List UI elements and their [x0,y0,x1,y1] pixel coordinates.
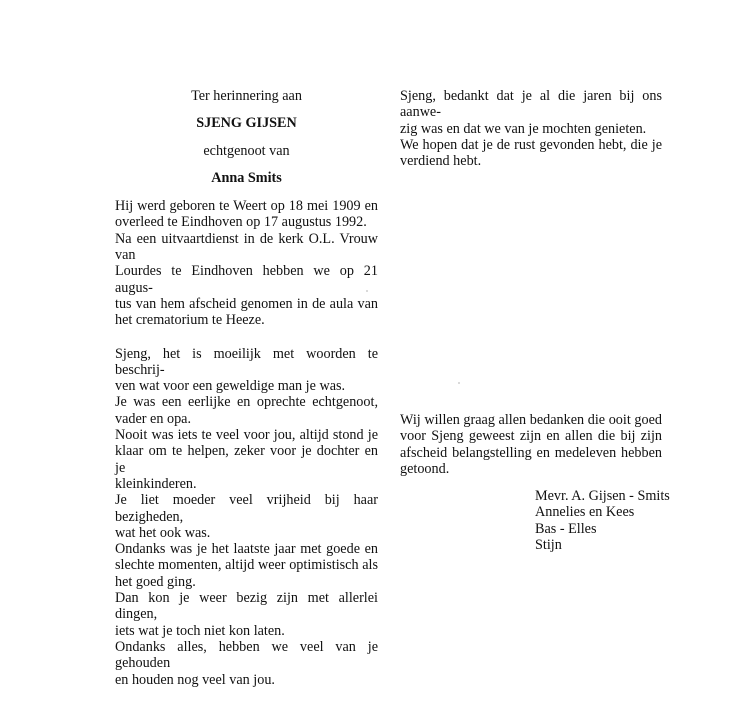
partner-name: Anna Smits [211,169,282,186]
tribute-line: kleinkinderen. [115,475,197,492]
tribute-line: Nooit was iets te veel voor jou, altijd stond je [115,427,378,444]
tribute-line: iets wat je toch niet kon laten. [115,622,285,639]
gratitude-line: We hopen dat je de rust gevonden hebt, die je [400,136,662,153]
biography-line: Na een uitvaartdienst in de kerk O.L. Vrouw van [115,230,378,264]
biography-paragraph [115,198,378,328]
tribute-line: het goed ging. [115,573,196,590]
signers-list [535,488,670,553]
tribute-line: en houden nog veel van jou. [115,671,275,688]
print-speck [458,382,460,384]
tribute-line: wat het ook was. [115,524,211,541]
deceased-name: SJENG GIJSEN [196,115,297,132]
tribute-line: ven wat voor een geweldige man je was. [115,378,346,395]
tribute-line: Ondanks alles, hebben we veel van je gehouden [115,638,378,672]
gratitude-line: Sjeng, bedankt dat je al die jaren bij ons aanwe- [400,88,662,121]
tribute-line: Je liet moeder veel vrijheid bij haar bezigheden, [115,492,378,525]
acknowledgement-line: afscheid belangstelling en medeleven hebben [400,444,662,461]
tribute-line: Dan kon je weer bezig zijn met allerlei dingen, [115,590,378,623]
signer-name: Annelies en Kees [535,504,635,521]
tribute-line: vader en opa. [115,410,192,427]
tribute-line: Ondanks was je het laatste jaar met goede en [115,541,378,558]
acknowledgement-line: voor Sjeng geweest zijn en allen die bij zijn [400,428,662,445]
signer-name: Stijn [535,536,562,553]
tribute-line: klaar om te helpen, zeker voor je dochter en je [115,443,378,476]
biography-line: Lourdes te Eindhoven hebben we op 21 augus- [115,263,378,296]
acknowledgement-line: Wij willen graag allen bedanken die ooit goed [400,412,662,428]
biography-line: tus van hem afscheid genomen in de aula van [115,295,378,312]
heading-intro: Ter herinnering aan [191,88,302,104]
tribute-paragraph [115,346,378,688]
relation-text: echtgenoot van [203,142,290,159]
print-speck [366,290,368,292]
tribute-line: slechte momenten, altijd weer optimistisch als [115,557,378,574]
biography-line: overleed te Eindhoven op 17 augustus 1992. [115,214,367,231]
acknowledgement-line: getoond. [400,460,450,477]
signer-name: Bas - Elles [535,520,597,537]
biography-line: Hij werd geboren te Weert op 18 mei 1909 en [115,198,378,215]
left-column [115,88,378,705]
tribute-line: Sjeng, het is moeilijk met woorden te beschrij- [115,345,378,378]
acknowledgement-paragraph [400,412,662,477]
tribute-line: Je was een eerlijke en oprechte echtgenoot, [115,394,378,411]
signer-name: Mevr. A. Gijsen - Smits [535,488,670,504]
gratitude-paragraph [400,88,662,169]
gratitude-line: verdiend hebt. [400,153,482,170]
gratitude-line: zig was en dat we van je mochten genieten. [400,120,647,137]
biography-line: het crematorium te Heeze. [115,312,265,329]
